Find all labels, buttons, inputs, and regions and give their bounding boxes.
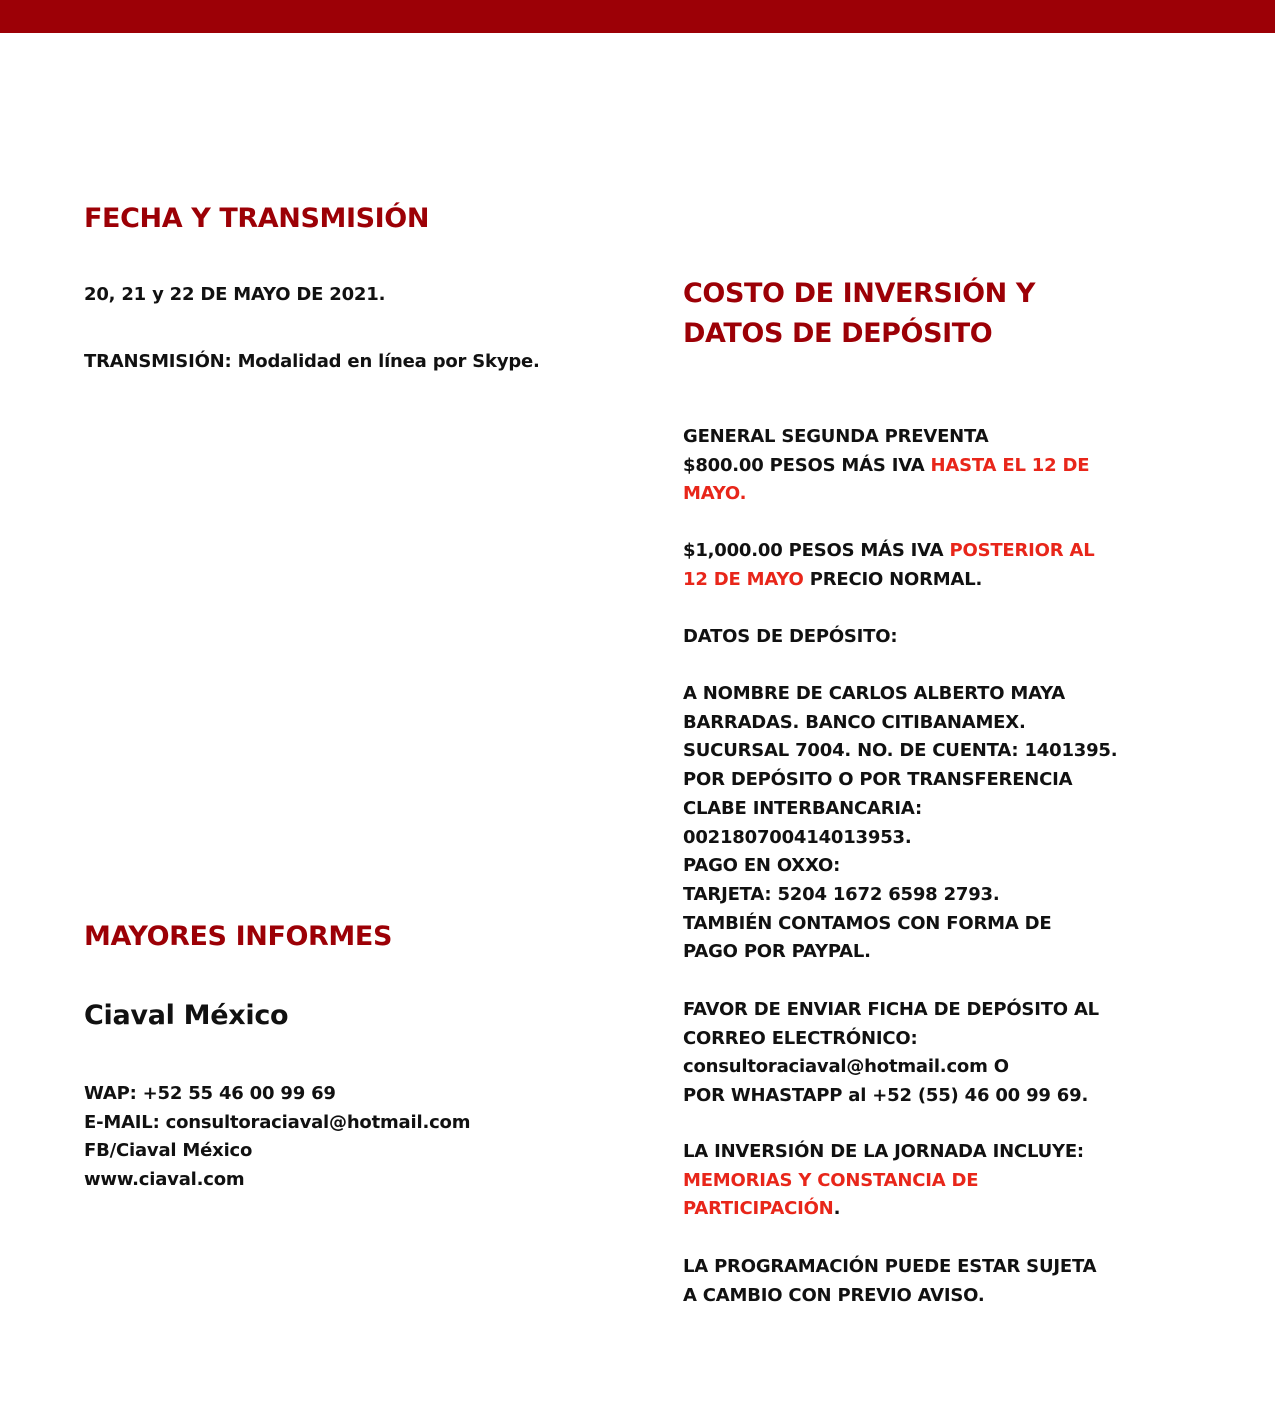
envio-line: FAVOR DE ENVIAR FICHA DE DEPÓSITO AL xyxy=(683,999,1099,1020)
preventa-title: GENERAL SEGUNDA PREVENTA xyxy=(683,426,989,447)
informes-heading: MAYORES INFORMES xyxy=(84,921,392,952)
preventa-price-line xyxy=(683,452,1089,481)
deposito-line: PAGO POR PAYPAL. xyxy=(683,941,871,963)
costo-heading xyxy=(683,274,1035,354)
deposito-details xyxy=(683,680,1117,967)
deposito-line: PAGO EN OXXO: xyxy=(683,855,841,877)
envio-line: CORREO ELECTRÓNICO: xyxy=(683,1027,918,1049)
email-link[interactable]: E-MAIL: consultoraciaval@hotmail.com xyxy=(84,1111,471,1133)
deposito-line: BARRADAS. BANCO CITIBANAMEX. xyxy=(683,711,1026,733)
envio-email[interactable]: consultoraciaval@hotmail.com O xyxy=(683,1056,1009,1078)
facebook-link[interactable]: FB/Ciaval México xyxy=(84,1140,253,1162)
card-number: TARJETA: 5204 1672 6598 2793. xyxy=(683,883,1000,905)
normal-price: $1,000.00 PESOS MÁS IVA xyxy=(683,540,950,561)
deposito-line: TAMBIÉN CONTAMOS CON FORMA DE xyxy=(683,912,1052,934)
incluye-block xyxy=(683,1138,1084,1224)
normal-price-block xyxy=(683,537,1095,594)
deposito-line: A NOMBRE DE CARLOS ALBERTO MAYA xyxy=(683,683,1065,704)
envio-block xyxy=(683,996,1099,1111)
preventa-block xyxy=(683,423,1089,509)
aviso-line: LA PROGRAMACIÓN PUEDE ESTAR SUJETA xyxy=(683,1256,1097,1277)
incluye-end-line xyxy=(683,1195,1084,1224)
preventa-price: $800.00 PESOS MÁS IVA xyxy=(683,454,931,476)
costo-heading-line-1: COSTO DE INVERSIÓN Y xyxy=(683,278,1036,309)
envio-whatsapp: POR WHASTAPP al +52 (55) 46 00 99 69. xyxy=(683,1085,1089,1107)
contact-block xyxy=(84,1080,470,1195)
top-accent-bar xyxy=(0,0,1275,33)
normal-suffix: PRECIO NORMAL. xyxy=(803,568,983,590)
aviso-line: A CAMBIO CON PREVIO AVISO. xyxy=(683,1284,985,1306)
preventa-deadline-b: MAYO. xyxy=(683,483,747,505)
website-link[interactable]: www.ciaval.com xyxy=(84,1169,245,1191)
deposito-title: DATOS DE DEPÓSITO: xyxy=(683,626,898,647)
normal-price-line xyxy=(683,537,1095,566)
incluye-title: LA INVERSIÓN DE LA JORNADA INCLUYE: xyxy=(683,1141,1084,1162)
event-date: 20, 21 y 22 DE MAYO DE 2021. xyxy=(84,284,386,305)
incluye-period: . xyxy=(833,1198,841,1220)
transmission-info: TRANSMISIÓN: Modalidad en línea por Skype. xyxy=(84,351,540,372)
incluye-highlight-a: MEMORIAS Y CONSTANCIA DE xyxy=(683,1169,979,1191)
brand-name: Ciaval México xyxy=(84,1000,289,1031)
whatsapp-number: WAP: +52 55 46 00 99 69 xyxy=(84,1083,336,1104)
incluye-highlight-b: PARTICIPACIÓN xyxy=(683,1198,834,1220)
normal-date-line xyxy=(683,566,1095,595)
costo-heading-line-2: DATOS DE DEPÓSITO xyxy=(683,318,993,349)
aviso-block xyxy=(683,1253,1096,1310)
deposito-line: SUCURSAL 7004. NO. DE CUENTA: 1401395. xyxy=(683,740,1118,762)
deposito-line: CLABE INTERBANCARIA: xyxy=(683,797,922,819)
clabe-number: 002180700414013953. xyxy=(683,826,912,848)
deposito-line: POR DEPÓSITO O POR TRANSFERENCIA xyxy=(683,769,1073,791)
preventa-deadline-a: HASTA EL 12 DE xyxy=(930,454,1090,476)
normal-after-a: POSTERIOR AL xyxy=(949,540,1095,561)
normal-after-b: 12 DE MAYO xyxy=(683,568,804,590)
fecha-heading: FECHA Y TRANSMISIÓN xyxy=(84,203,430,234)
